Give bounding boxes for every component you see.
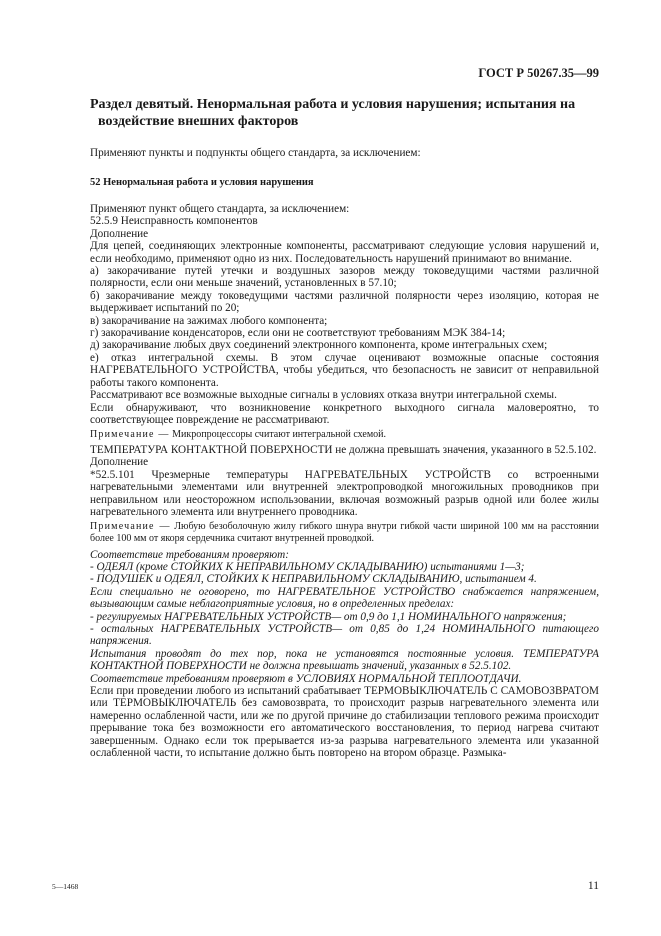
clause-52-title: 52 Ненормальная работа и условия нарушения bbox=[90, 177, 314, 188]
italic-i4: Если специально не оговорено, то НАГРЕВАТЕЛЬНОЕ УСТРОЙСТВО снабжается напряжением, вызывающим самые неблагоприятные условия, но в определенных пределах: bbox=[90, 585, 599, 611]
item-b: б) закорачивание между токоведущими частями различной полярности через изоляцию, которая не выдерживает испытаний по 20; bbox=[90, 289, 599, 315]
para-p9-a: *52.5.101 Чрезмерные температуры bbox=[90, 468, 289, 481]
note-2-text: Любую безоболочную жилу гибкого шнура внутри гибкой части шириной 100 мм на расстоянии более 100 мм от якоря сердечника считают внутренней проводкой. bbox=[90, 521, 599, 544]
para-p9 bbox=[90, 469, 599, 519]
para-p7 bbox=[90, 444, 599, 456]
footer-print-code: 5—1468 bbox=[52, 882, 79, 891]
document-code: ГОСТ Р 50267.35—99 bbox=[478, 66, 599, 80]
intro-text: Применяют пункты и подпункты общего стандарта, за исключением: bbox=[90, 147, 421, 159]
section-title-line1: Раздел девятый. Ненормальная работа и условия нарушения; испытания на bbox=[90, 97, 576, 112]
para-p9-rest: со встроенными нагревательными элементами или внутренней электропроводкой многожильных проводников при неправильном или неосторожном использовании, включая возможный разрыв одной или более жилы нагревательного элемента или внутреннего проводника. bbox=[90, 468, 599, 518]
note-1-label: Примечание — bbox=[90, 429, 170, 441]
para-p5: Рассматривают все возможные выходные сигналы в условиях отказа внутри интегральной схемы. bbox=[90, 389, 557, 402]
italic-i3: - ПОДУШЕК и ОДЕЯЛ, СТОЙКИХ К НЕПРАВИЛЬНОМУ СКЛАДЫВАНИЮ, испытанием 4. bbox=[90, 573, 537, 586]
note-2 bbox=[90, 521, 599, 544]
para-p2: 52.5.9 Неисправность компонентов bbox=[90, 215, 258, 228]
page-number: 11 bbox=[587, 880, 599, 892]
italic-i8: Соответствие требованиям проверяют в УСЛОВИЯХ НОРМАЛЬНОЙ ТЕПЛООТДАЧИ. bbox=[90, 672, 522, 685]
para-p7-term: ТЕМПЕРАТУРА КОНТАКТНОЙ ПОВЕРХНОСТИ bbox=[90, 443, 333, 456]
section-title-line2: воздействие внешних факторов bbox=[98, 114, 299, 129]
italic-i1: Соответствие требованиям проверяют: bbox=[90, 548, 289, 561]
item-e: е) отказ интегральной схемы. В этом случае оценивают возможные опасные состояния НАГРЕВАТЕЛЬНОГО УСТРОЙСТВА, чтобы убедиться, что безопасность не зависит от неправильной работы такого компонента. bbox=[90, 351, 599, 389]
item-d: д) закорачивание любых двух соединений электронного компонента, кроме интегральных схем; bbox=[90, 339, 548, 352]
para-p6: Если обнаруживают, что возникновение конкретного выходного сигнала маловероятно, то соответствующее повреждение не рассматривают. bbox=[90, 401, 599, 426]
italic-i6: - остальных НАГРЕВАТЕЛЬНЫХ УСТРОЙСТВ— от 0,85 до 1,24 НОМИНАЛЬНОГО питающего напряжения. bbox=[90, 622, 599, 648]
para-p3: Дополнение bbox=[90, 227, 149, 240]
italic-i5: - регулируемых НАГРЕВАТЕЛЬНЫХ УСТРОЙСТВ— от 0,9 до 1,1 НОМИНАЛЬНОГО напряжения; bbox=[90, 610, 567, 623]
para-p4: Для цепей, соединяющих электронные компоненты, рассматривают следующие условия нарушений и, если необходимо, применяют одно из них. Последовательность нарушений принимают во внимание. bbox=[90, 240, 599, 265]
note-2-label: Примечание — bbox=[90, 521, 171, 533]
item-g: г) закорачивание конденсаторов, если они не соответствуют требованиям МЭК 384-14; bbox=[90, 327, 506, 340]
clause-body bbox=[90, 203, 599, 759]
item-a: а) закорачивание путей утечки и воздушных зазоров между токоведущими частями различной полярности, если они меньше значений, установленных в 57.10; bbox=[90, 265, 599, 290]
para-p7-rest: не должна превышать значения, указанного в 52.5.102. bbox=[335, 443, 597, 456]
section-title bbox=[90, 96, 590, 130]
para-p8: Дополнение bbox=[90, 456, 149, 469]
para-p10: Если при проведении любого из испытаний срабатывает ТЕРМОВЫКЛЮЧАТЕЛЬ С САМОВОЗВРАТОМ или ТЕРМОВЫКЛЮЧАТЕЛЬ без самовозврата, то происходит разрыв нагревательного элемента или намеренно ослабленной части, или же по другой причине до стабилизации теплового режима происходит прерывание тока без возможности его автоматического восстановления, то период нагрева считают завершенным. Однако если ток прерывается из-за разрыва нагревательного элемента или указанной ослабленной части, то испытание должно быть повторено на втором образце. Размыка- bbox=[90, 685, 599, 760]
note-1-text: Микропроцессоры считают интегральной схемой. bbox=[172, 429, 387, 441]
italic-i2: - ОДЕЯЛ (кроме СТОЙКИХ К НЕПРАВИЛЬНОМУ СКЛАДЫВАНИЮ) испытаниями 1—3; bbox=[90, 560, 525, 573]
note-1 bbox=[90, 429, 599, 441]
italic-i7: Испытания проводят до тех пор, пока не установятся постоянные условия. ТЕМПЕРАТУРА КОНТАКТНОЙ ПОВЕРХНОСТИ не должна превышать значений, указанных в 52.5.102. bbox=[90, 647, 599, 673]
para-p9-term: НАГРЕВАТЕЛЬНЫХ УСТРОЙСТВ bbox=[304, 468, 491, 481]
item-v: в) закорачивание на зажимах любого компонента; bbox=[90, 314, 328, 327]
para-p1: Применяют пункт общего стандарта, за исключением: bbox=[90, 203, 350, 215]
